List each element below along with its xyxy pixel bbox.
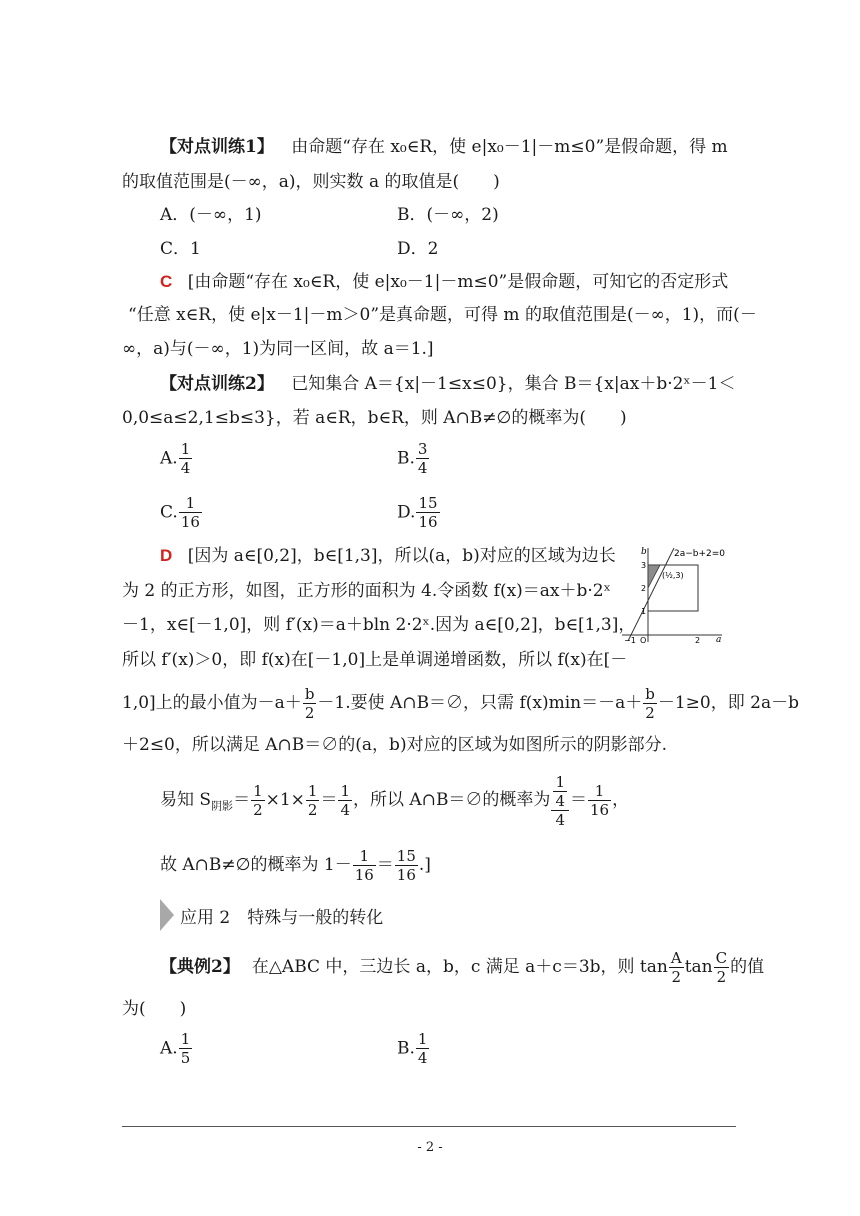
figure-a-axis: a	[716, 635, 722, 644]
exercise-1-answer: C	[160, 272, 173, 291]
exercise-2-solution-line3: －1，x∈[－1,0]，则 f′(x)＝a＋bln 2·2ˣ.因为 a∈[0,2]，b∈[1,3]，	[122, 615, 636, 635]
figure-tick-2: 2	[641, 584, 647, 593]
exercise-2-answer: D	[160, 546, 173, 565]
exercise-2-option-d: D. $\frac{15}{16}$	[397, 494, 438, 531]
exercise-2-label: 【对点训练2】	[160, 374, 274, 394]
example-2-option-a: A. $\frac{1}{5}$	[160, 1030, 191, 1067]
exercise-2-solution-line6: ＋2≤0，所以满足 A∩B＝∅的(a，b)对应的区域为如图所示的阴影部分.	[122, 735, 667, 755]
figure-b-axis: b	[641, 547, 647, 557]
exercise-1-solution-line1: [由命题“存在 x₀∈R，使 e|x₀－1|－m≤0”是假命题，可知它的否定形式	[187, 272, 729, 292]
example-2-stem-line2: 为( )	[122, 999, 187, 1019]
exercise-1-stem-line2: 的取值范围是(－∞，a)，则实数 a 的取值是( )	[122, 172, 500, 192]
figure-origin: O	[640, 636, 647, 644]
page-number: - 2 -	[417, 1140, 443, 1155]
region-figure	[618, 544, 728, 644]
footer-divider	[122, 1126, 736, 1127]
exercise-2-option-a: A. $\frac{1}{4}$	[160, 440, 191, 477]
figure-tick-1: 1	[641, 607, 647, 616]
exercise-1-option-d: D．2	[397, 239, 439, 259]
section-heading-text: 应用 2 特殊与一般的转化	[180, 907, 384, 928]
exercise-1-option-b: B．(－∞，2)	[397, 205, 499, 225]
exercise-2-solution-line5: 1,0]上的最小值为－a＋ $\frac{b}{2}$ －1.要使 A∩B＝∅，只需 f(x)min＝－a＋ $\frac{b}{2}$ －1≥0，即 2a－b	[122, 685, 799, 722]
exercise-1-label: 【对点训练1】	[160, 137, 274, 157]
section-heading	[160, 898, 383, 932]
figure-tick-3: 3	[641, 561, 647, 570]
exercise-1-option-c: C．1	[160, 239, 201, 259]
triangle-marker-icon	[160, 899, 174, 931]
exercise-2-stem-line2: 0,0≤a≤2,1≤b≤3}，若 a∈R，b∈R，则 A∩B≠∅的概率为( )	[122, 408, 627, 428]
figure-tick-a2: 2	[695, 636, 701, 644]
exercise-1-solution-line3: ∞，a)与(－∞，1)为同一区间，故 a＝1.]	[122, 339, 434, 359]
exercise-2-solution-line7: 易知 $S_{阴影}=$ $\frac{1}{2}$ ×1× $\frac{1}{2}$ ＝ $\frac{1}{4}$ ，所以 A∩B＝∅的概率为 $\frac{\frac{1}{4}}{4}$ ＝ $\frac{1}{16}$ ，	[160, 772, 630, 829]
exercise-2-option-b: B. $\frac{3}{4}$	[397, 440, 428, 477]
exercise-2-solution-line8: 故 A∩B≠∅的概率为 1－ $\frac{1}{16}$ ＝ $\frac{15}{16}$ .]	[160, 847, 431, 884]
figure-line-label: 2a−b+2=0	[674, 549, 726, 559]
exercise-1-option-a: A．(－∞，1)	[160, 205, 262, 225]
example-2-option-b: B. $\frac{1}{4}$	[397, 1030, 428, 1067]
figure-point-label: (½,3)	[662, 571, 684, 580]
exercise-2-solution-line1: [因为 a∈[0,2]，b∈[1,3]，所以(a，b)对应的区域为边长	[187, 546, 616, 566]
exercise-1-stem-line1: 由命题“存在 x₀∈R，使 e|x₀－1|－m≤0”是假命题，得 m	[291, 137, 728, 157]
exercise-2-option-c: C. $\frac{1}{16}$	[160, 494, 200, 531]
figure-tick-minus1: −1	[624, 636, 636, 644]
exercise-2-solution-line4: 所以 f′(x)＞0，即 f(x)在[－1,0]上是单调递增函数，所以 f(x)在[－	[122, 650, 628, 670]
exercise-2-solution-line2: 为 2 的正方形，如图，正方形的面积为 4.令函数 f(x)＝ax＋b·2ˣ	[122, 581, 611, 601]
example-2-stem-line1: 【典例2】 在△ABC 中，三边长 a，b，c 满足 a＋c＝3b，则 tan $\frac{A}{2}$ tan $\frac{C}{2}$ 的值	[160, 949, 765, 986]
exercise-2-stem-line1: 已知集合 A＝{x|－1≤x≤0}，集合 B＝{x|ax＋b·2ˣ－1＜	[291, 374, 736, 394]
exercise-1-solution-line2: “任意 x∈R，使 e|x－1|－m＞0”是真命题，可得 m 的取值范围是(－∞，1)，而(－	[128, 305, 757, 325]
